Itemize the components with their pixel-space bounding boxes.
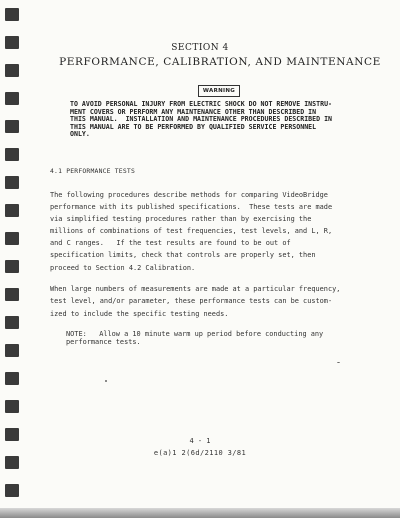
warning-line: THIS MANUAL ARE TO BE PERFORMED BY QUALIFIED SERVICE PERSONNEL (70, 122, 317, 131)
binding-hole (5, 204, 19, 217)
section-title: PERFORMANCE, CALIBRATION, AND MAINTENANCE (59, 56, 381, 68)
note-line: NOTE: Allow a 10 minute warm up period before conducting any (66, 330, 324, 338)
binding-hole (5, 92, 19, 105)
scan-edge (0, 508, 400, 518)
warning-line: THIS MANUAL. INSTALLATION AND MAINTENANCE PROCEDURES DESCRIBED IN (70, 115, 333, 124)
paragraph-line: proceed to Section 4.2 Calibration. (50, 263, 196, 272)
binding-hole (5, 176, 19, 189)
binding-hole (5, 316, 19, 329)
paragraph-line: The following procedures describe methods for comparing VideoBridge (50, 191, 328, 199)
binding-hole (5, 456, 19, 469)
warning-label: WARNING (198, 85, 240, 97)
binding-hole (5, 232, 19, 245)
binding-hole (5, 484, 19, 497)
paragraph-line: performance with its published specifications. These tests are made (50, 203, 333, 212)
warning-line: MENT COVERS OR PERFORM ANY MAINTENANCE OTHER THAN DESCRIBED IN (70, 107, 317, 116)
paragraph-line: When large numbers of measurements are made at a particular frequency, (50, 285, 341, 293)
body-paragraph (50, 283, 380, 320)
binding-hole (5, 400, 19, 413)
body-paragraph (50, 189, 380, 274)
warning-line: TO AVOID PERSONAL INJURY FROM ELECTRIC SHOCK DO NOT REMOVE INSTRU- (70, 100, 333, 108)
binding-hole (5, 344, 19, 357)
page-number: 4 - 1 (189, 437, 211, 445)
document-code: e(a)1 2(6d/2110 3/81 (153, 449, 247, 457)
paragraph-line: millions of combinations of test frequencies, test levels, and L, R, (50, 227, 333, 236)
binding-hole (5, 372, 19, 385)
paragraph-line: and C ranges. If the test results are found to be out of (50, 239, 291, 248)
binding-hole (5, 120, 19, 133)
binding-hole (5, 288, 19, 301)
note-line: performance tests. (66, 337, 141, 346)
subsection-heading: 4.1 PERFORMANCE TESTS (50, 167, 135, 175)
binding-hole (5, 64, 19, 77)
paragraph-line: via simplified testing procedures rather than by exercising the (50, 215, 312, 224)
section-number: SECTION 4 (171, 43, 229, 53)
scan-speck (105, 380, 107, 382)
warning-line: ONLY. (70, 130, 90, 139)
binding-hole (5, 8, 19, 21)
paragraph-line: test level, and/or parameter, these performance tests can be custom- (50, 297, 333, 306)
warning-text (70, 101, 380, 139)
note-block (66, 331, 386, 346)
scan-speck (337, 362, 340, 363)
paragraph-line: ized to include the specific testing needs. (50, 309, 229, 318)
binding-hole (5, 148, 19, 161)
paragraph-line: specification limits, check that controls are properly set, then (50, 251, 316, 260)
binding-hole (5, 260, 19, 273)
